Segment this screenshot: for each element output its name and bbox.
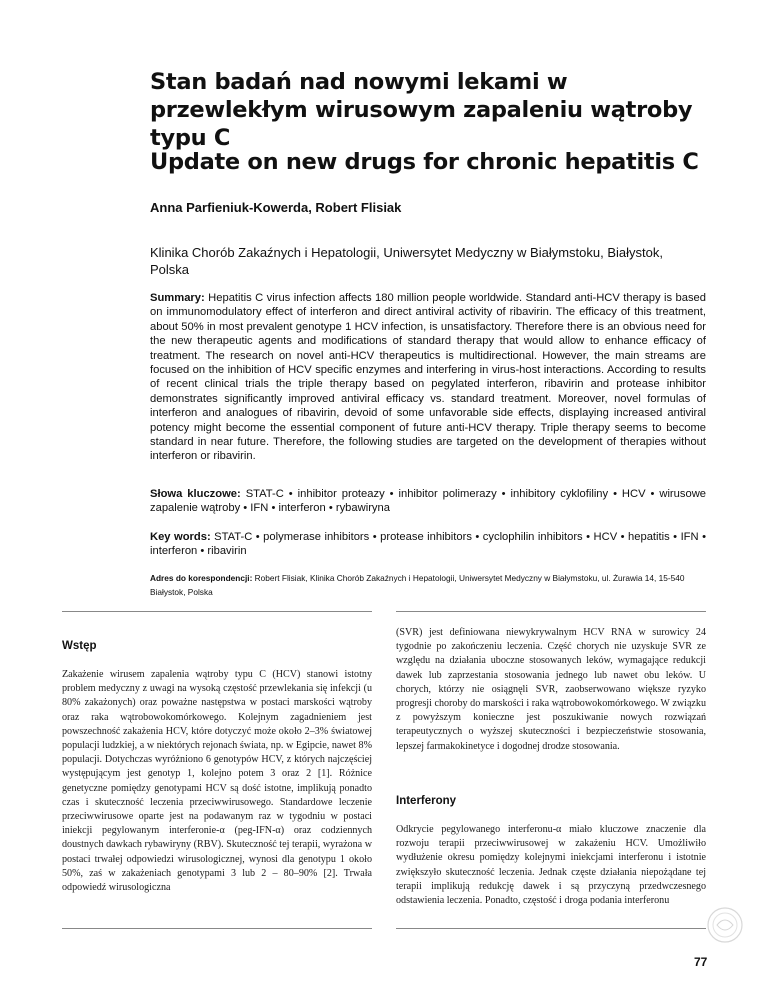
section-heading-intro: Wstęp xyxy=(62,640,97,652)
summary-label: Summary: xyxy=(150,292,205,304)
summary-text: Hepatitis C virus infection affects 180 million people worldwide. Standard anti-HCV therapy is based on immunomodulatory effect of interferon and direct antiviral activity of ribavirin. The efficacy of this treatment, about 50% in most prevalent genotype 1 HCV infection, is unsatisfactory. Therefore there is an obvious need for the new therapeutic agents and modifications of standard therapy that would allow to enhance efficacy of treatment. The research on novel anti-HCV therapeutics is multidirectional. However, the main streams are focused on the inhibition of HCV specific enzymes and interfering in virus-host interactions. According to results of recent clinical trials the triple therapy based on pegylated interferon, ribavirin and protease inhibitor demonstrates significantly improved antiviral efficacy vs. standard treatment. Moreover, novel formulas of interferon and analogues of ribavirin, devoid of some unfavorable side effects, displaying increased antiviral potency might become the essential component of future anti-HCV therapy. Triple therapy seems to become standard in near future. Therefore, the following studies are targeted on the development of therapies without interferon or ribavirin. xyxy=(150,292,707,463)
top-rule-left xyxy=(62,611,372,612)
intro-paragraph xyxy=(62,668,372,895)
bottom-rule-right xyxy=(396,928,706,929)
title-english: Update on new drugs for chronic hepatitis C xyxy=(150,149,699,175)
right-paragraph-1 xyxy=(396,626,706,754)
right-text-2: Odkrycie pegylowanego interferonu-α miało kluczowe znaczenie dla rozwoju terapii przeciwwirusowej w zakażeniu HCV. Umożliwiło wydłużenie okresu pomiędzy kolejnymi iniekcjami interferonu i istotnie zwiększyło skuteczność leczenia. Jednak częste działania niepożądane tej terapii implikują redukcję dawek i są przyczyną przedwczesnego odstawienia leczenia. Ponadto, częstość i droga podania interferonu xyxy=(396,824,706,907)
correspondence-text: Robert Flisiak, Klinika Chorób Zakaźnych i Hepatologii, Uniwersytet Medyczny w Białymstoku, ul. Żurawia 14, 15-540 Białystok, Polska xyxy=(150,573,685,597)
right-text-1: (SVR) jest definiowana niewykrywalnym HCV RNA w surowicy 24 tygodnie po zakończeniu leczenia. Część chorych nie uzyskuje SVR ze względu na działania uboczne stosowanych leków, wymagające redukcji dawek lub zaprzestania stosowania jednego lub nawet obu leków. U chorych, którzy nie osiągnęli SVR, zaobserwowano większe ryzyko progresji choroby do marskości i raka wątrobowokomórkowego. W związku z powyższym konieczne jest poszukiwanie nowych rozwiązań terapeutycznych o wyższej skuteczności i bezpieczeństwie stosowania, lepszej farmakokinetyce i dogodnej drodze stosowania. xyxy=(396,627,706,752)
top-rule-right xyxy=(396,611,706,612)
authors: Anna Parfieniuk-Kowerda, Robert Flisiak xyxy=(150,200,402,215)
page-number: 77 xyxy=(694,955,708,969)
keywords-english xyxy=(150,530,706,559)
section-heading-interferons: Interferony xyxy=(396,795,457,807)
intro-text: Zakażenie wirusem zapalenia wątroby typu C (HCV) stanowi istotny problem medyczny z uwagi na wysoką częstość przewlekania się infekcji (u 80% zakażonych) oraz poważne następstwa w postaci marskości wątroby oraz raka wątrobowokomórkowego. Kolejnym zagadnieniem jest powszechność zakażenia HCV, które dotyczyć może około 2–3% światowej populacji ludzkiej, a w niektórych rejonach świata, np. w Egipcie, nawet 8% populacji. Dotychczas wyróżniono 6 genotypów HCV, z których najczęściej występującym jest genotyp 1, kolejno potem 3 oraz 2 [1]. Różnice genetyczne pomiędzy genotypami HCV są dość istotne, implikują ponadto czas i skuteczność leczenia przeciwwirusowego. Standardowe leczenie przeciwwirusowe oparte jest na podawanym raz w tygodniu w postaci iniekcji pegylowanym interferonie-α (peg-IFN-α) oraz codziennych doustnych dawkach rybawiryny (RBV). Skuteczność tej terapii, wyrażona w postaci trwałej odpowiedzi wirusologicznej, wynosi dla genotypu 1 około 50%, zaś w zakażeniach genotypami 3 lub 2 – 80–90% [2]. Trwała odpowiedź wirusologiczna xyxy=(62,669,372,894)
affiliation: Klinika Chorób Zakaźnych i Hepatologii, Uniwersytet Medyczny w Białymstoku, Białystok, Polska xyxy=(150,245,663,277)
keywords-polish xyxy=(150,487,706,516)
journal-logo-icon xyxy=(705,905,745,945)
summary-block xyxy=(150,291,706,464)
right-paragraph-2 xyxy=(396,823,706,908)
correspondence xyxy=(150,572,706,599)
keywords-english-label: Key words: xyxy=(150,531,211,543)
keywords-english-text: STAT-C • polymerase inhibitors • protease inhibitors • cyclophilin inhibitors • HCV • hepatitis • IFN • interferon • ribavirin xyxy=(150,531,706,558)
keywords-polish-label: Słowa kluczowe: xyxy=(150,488,241,500)
correspondence-label: Adres do korespondencji: xyxy=(150,573,253,583)
bottom-rule-left xyxy=(62,928,372,929)
title-polish: Stan badań nad nowymi lekami w przewlekłym wirusowym zapaleniu wątroby typu C xyxy=(150,69,693,151)
keywords-polish-text: STAT-C • inhibitor proteazy • inhibitor polimerazy • inhibitory cyklofiliny • HCV • wirusowe zapalenie wątroby • IFN • interferon • rybawiryna xyxy=(150,488,706,515)
